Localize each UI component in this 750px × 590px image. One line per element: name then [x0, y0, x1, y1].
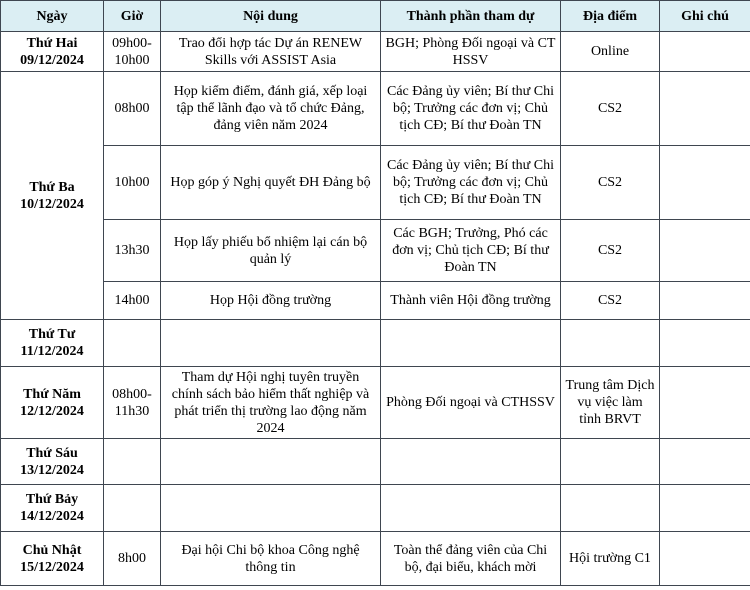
location-cell [561, 320, 660, 367]
location-cell: CS2 [561, 72, 660, 146]
attendees-cell: Các Đảng ủy viên; Bí thư Chi bộ; Trưởng các đơn vị; Chủ tịch CĐ; Bí thư Đoàn TN [381, 72, 561, 146]
day-cell [1, 532, 104, 586]
content-cell: Họp kiểm điểm, đánh giá, xếp loại tập thể lãnh đạo và tổ chức Đảng, đảng viên năm 2024 [161, 72, 381, 146]
attendees-cell [381, 439, 561, 485]
header-row [1, 1, 750, 32]
weekday-label: Thứ Bảy [25, 492, 79, 507]
location-cell [561, 439, 660, 485]
note-cell [660, 320, 750, 367]
table-row [1, 367, 750, 439]
weekday-label: Thứ Tư [28, 327, 76, 342]
date-label: 15/12/2024 [20, 559, 84, 575]
table-row [1, 282, 750, 320]
date-label: 14/12/2024 [20, 509, 84, 524]
date-label: 09/12/2024 [20, 52, 84, 68]
time-cell [104, 485, 161, 532]
content-cell: Trao đổi hợp tác Dự án RENEW Skills với ASSIST Asia [161, 32, 381, 72]
time-cell [104, 320, 161, 367]
attendees-cell [381, 485, 561, 532]
table-row [1, 72, 750, 146]
date-label: 12/12/2024 [20, 403, 84, 419]
day-cell [1, 439, 104, 485]
weekday-label: Thứ Năm [23, 386, 81, 402]
attendees-cell: Toàn thể đảng viên của Chi bộ, đại biểu, khách mời [381, 532, 561, 586]
content-cell: Họp Hội đồng trường [161, 282, 381, 320]
time-cell: 8h00 [104, 532, 161, 586]
note-cell [660, 485, 750, 532]
table-row [1, 439, 750, 485]
time-cell: 14h00 [104, 282, 161, 320]
content-cell: Tham dự Hội nghị tuyên truyền chính sách bảo hiểm thất nghiệp và phát triển thị trường lao động năm 2024 [161, 367, 381, 439]
note-cell [660, 282, 750, 320]
content-cell: Họp lấy phiếu bổ nhiệm lại cán bộ quản lý [161, 220, 381, 282]
location-cell: CS2 [561, 220, 660, 282]
table-row [1, 532, 750, 586]
location-cell: Hội trường C1 [561, 532, 660, 586]
table-row [1, 32, 750, 72]
attendees-cell: Các Đảng ủy viên; Bí thư Chi bộ; Trưởng các đơn vị; Chủ tịch CĐ; Bí thư Đoàn TN [381, 146, 561, 220]
header-content: Nội dung [161, 1, 381, 32]
weekday-label: Thứ Hai [26, 35, 78, 51]
day-cell [1, 72, 104, 320]
note-cell [660, 72, 750, 146]
day-cell [1, 485, 104, 532]
day-cell [1, 32, 104, 72]
day-cell [1, 320, 104, 367]
note-cell [660, 220, 750, 282]
content-cell: Họp góp ý Nghị quyết ĐH Đảng bộ [161, 146, 381, 220]
time-cell: 09h00- 10h00 [104, 32, 161, 72]
date-label: 10/12/2024 [20, 196, 84, 212]
content-cell [161, 439, 381, 485]
note-cell [660, 532, 750, 586]
attendees-cell: Thành viên Hội đồng trường [381, 282, 561, 320]
content-cell [161, 320, 381, 367]
note-cell [660, 439, 750, 485]
day-cell [1, 367, 104, 439]
header-notes: Ghi chú [660, 1, 750, 32]
time-cell [104, 439, 161, 485]
header-time: Giờ [104, 1, 161, 32]
time-cell: 13h30 [104, 220, 161, 282]
location-cell: Online [561, 32, 660, 72]
location-cell: CS2 [561, 146, 660, 220]
time-cell: 08h00- 11h30 [104, 367, 161, 439]
attendees-cell: Phòng Đối ngoại và CTHSSV [381, 367, 561, 439]
table-row [1, 320, 750, 367]
note-cell [660, 367, 750, 439]
date-label: 11/12/2024 [20, 344, 84, 359]
weekday-label: Thứ Ba [29, 179, 75, 195]
time-cell: 08h00 [104, 72, 161, 146]
date-label: 13/12/2024 [20, 462, 84, 478]
time-cell: 10h00 [104, 146, 161, 220]
attendees-cell: Các BGH; Trưởng, Phó các đơn vị; Chủ tịch CĐ; Bí thư Đoàn TN [381, 220, 561, 282]
header-attendees: Thành phần tham dự [381, 1, 561, 32]
table-row [1, 485, 750, 532]
location-cell [561, 485, 660, 532]
location-cell: Trung tâm Dịch vụ việc làm tỉnh BRVT [561, 367, 660, 439]
table-row [1, 220, 750, 282]
header-day: Ngày [1, 1, 104, 32]
weekday-label: Thứ Sáu [26, 445, 78, 461]
note-cell [660, 146, 750, 220]
table-row [1, 146, 750, 220]
weekday-label: Chủ Nhật [22, 542, 82, 558]
attendees-cell: BGH; Phòng Đối ngoại và CT HSSV [381, 32, 561, 72]
note-cell [660, 32, 750, 72]
content-cell [161, 485, 381, 532]
header-location: Địa điểm [561, 1, 660, 32]
attendees-cell [381, 320, 561, 367]
location-cell: CS2 [561, 282, 660, 320]
content-cell: Đại hội Chi bộ khoa Công nghệ thông tin [161, 532, 381, 586]
